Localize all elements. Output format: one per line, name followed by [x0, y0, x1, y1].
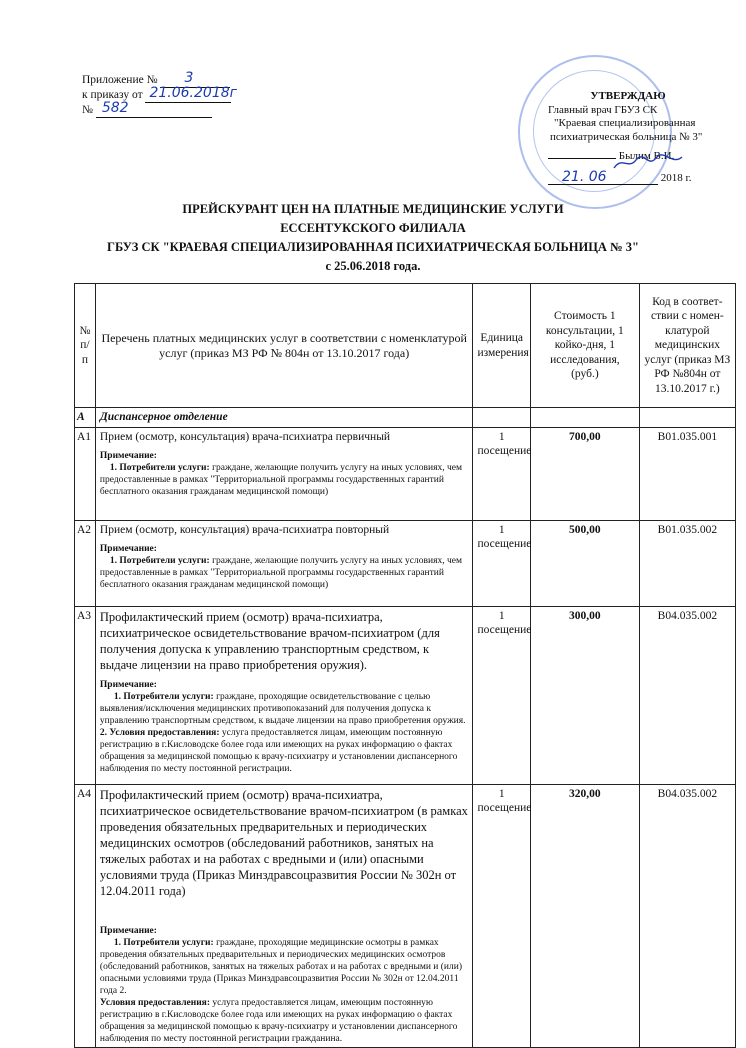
- approval-line1: Главный врач ГБУЗ СК: [548, 103, 658, 116]
- approval-date-hand: 21. 06: [562, 168, 607, 185]
- note-heading: Примечание:: [99, 451, 157, 461]
- note-consumers-label: 1. Потребители услуги:: [109, 556, 210, 566]
- table-header-row: [75, 284, 736, 408]
- section-empty-cell: [473, 408, 531, 428]
- note-consumers-text: граждане, желающие получить услугу на иных условиях, чем предоставленные в рамках "Территориальной программы государственных гарантий бесплатного оказания гражданам медицинской помощи): [99, 463, 462, 497]
- order-number: 582: [101, 100, 129, 116]
- order-number-line: [96, 100, 212, 118]
- note-conditions-label: Условия предоставления:: [99, 997, 210, 1008]
- order-date-line: [145, 85, 237, 103]
- note-consumers-label: 1. Потребители услуги:: [113, 937, 214, 948]
- table-row: [75, 520, 736, 606]
- row-unit: 1 посещение: [473, 784, 531, 1047]
- table-row: [75, 427, 736, 520]
- section-num: А: [75, 408, 96, 428]
- approval-line3: психиатрическая больница № 3": [550, 130, 703, 143]
- row-num: А3: [75, 606, 96, 784]
- section-name: Диспансерное отделение: [95, 408, 473, 428]
- header-unit: Единица измерения: [473, 284, 531, 408]
- note-consumers-text: граждане, проходящие медицинские осмотры в рамках проведения обязательных предварительных и периодических медицинских осмотров (обследований работников, занятых на тяжелых работах и на работах с вредными и (или) опасными условиями труда (Приказ Минздравсоцразвития России № 302н от 12.04.2011 года 2.: [99, 937, 462, 996]
- service-name: Прием (осмотр, консультация) врача-психиатра повторный: [99, 523, 390, 536]
- note-conditions-label: 2. Условия предоставления:: [99, 727, 220, 738]
- table-row: [75, 606, 736, 784]
- row-unit: 1 посещение: [473, 606, 531, 784]
- note-conditions-text: услуга предоставляется лицам, имеющим постоянную регистрацию в г.Кисловодске более года или имеющих на руках информацию о фактах обращения за медицинской помощью к врачу-психиатру и установлении диспансерного наблюдения по месту постоянной регистрации гражданина.: [99, 997, 458, 1044]
- price-table: [74, 283, 736, 1048]
- service-note: [100, 679, 469, 775]
- row-num: А2: [75, 520, 96, 606]
- row-unit: 1 посещение: [473, 520, 531, 606]
- section-empty-cell: [639, 408, 735, 428]
- signature-scribble-icon: [612, 154, 684, 172]
- note-consumers-label: 1. Потребители услуги:: [113, 691, 214, 702]
- row-num: А1: [75, 427, 96, 520]
- header-price: Стоимость 1 консультации, 1 койко-дня, 1 исследования, (руб.): [530, 284, 639, 408]
- order-number-label: №: [82, 104, 93, 116]
- row-price: 700,00: [530, 427, 639, 520]
- order-label: к приказу от: [82, 89, 143, 101]
- appendix-label: Приложение №: [82, 74, 158, 86]
- note-heading: Примечание:: [99, 925, 157, 936]
- approval-title: УТВЕРЖДАЮ: [590, 90, 666, 102]
- page-title: ПРЕЙСКУРАНТ ЦЕН НА ПЛАТНЫЕ МЕДИЦИНСКИЕ УСЛУГИ: [182, 202, 564, 216]
- header-num: № п/п: [75, 284, 96, 408]
- note-conditions-text: услуга предоставляется лицам, имеющим постоянную регистрацию в г.Кисловодске более года или имеющих на руках информацию о фактах обращения за медицинской помощью к врачу-психиатру и установлении диспансерного наблюдения по месту постоянной регистрации.: [99, 727, 458, 774]
- note-consumers-text: граждане, желающие получить услугу на иных условиях, чем предоставленные в рамках "Территориальной программы государственных гарантий бесплатного оказания гражданам медицинской помощи): [99, 556, 462, 590]
- row-unit: 1 посещение: [473, 427, 531, 520]
- note-heading: Примечание:: [99, 679, 157, 690]
- service-name: Прием (осмотр, консультация) врача-психиатра первичный: [99, 430, 391, 443]
- row-name-cell: [95, 427, 473, 520]
- row-code: B01.035.002: [639, 520, 735, 606]
- row-price: 300,00: [530, 606, 639, 784]
- row-price: 320,00: [530, 784, 639, 1047]
- section-row: [75, 408, 736, 428]
- appendix-block: [82, 70, 237, 118]
- row-code: B04.035.002: [639, 784, 735, 1047]
- section-empty-cell: [530, 408, 639, 428]
- approval-year: 2018 г.: [660, 171, 692, 184]
- service-note: [100, 450, 469, 498]
- page-subtitle-org: ГБУЗ СК "КРАЕВАЯ СПЕЦИАЛИЗИРОВАННАЯ ПСИХИАТРИЧЕСКАЯ БОЛЬНИЦА № 3": [107, 240, 639, 254]
- note-consumers-text: граждане, проходящие освидетельствование с целью выявления/исключения медицинских противопоказаний для получения допуска к управлению транспортным средством, к выдаче лицензии на право приобретения оружия.: [99, 691, 466, 726]
- service-name: Профилактический прием (осмотр) врача-психиатра, психиатрическое освидетельствование врачом-психиатром (для получения допуска к управлению транспортным средством, к выдаче лицензии на право приобретения оружия).: [99, 609, 440, 672]
- approval-line2: "Краевая специализированная: [554, 117, 696, 129]
- row-name-cell: [95, 606, 473, 784]
- approval-signer: Былим В.И.: [618, 150, 675, 162]
- appendix-number: 3: [184, 70, 194, 86]
- row-code: B04.035.002: [639, 606, 735, 784]
- note-heading: Примечание:: [99, 544, 157, 554]
- row-name-cell: [95, 520, 473, 606]
- service-name: Профилактический прием (осмотр) врача-психиатра, психиатрическое освидетельствование врачом-психиатром (в рамках проведения обязательных предварительных и периодических медицинских осмотров (обследований работников, занятых на тяжелых работах и на работах с вредными и (или) опасными условиями труда (Приказ Минздравсоцразвития России № 302н от 12.04.2011 года): [99, 787, 468, 898]
- service-note: [100, 543, 469, 591]
- header-name: Перечень платных медицинских услуг в соответствии с номенклатурой услуг (приказ МЗ РФ № 804н от 13.10.2017 года): [95, 284, 473, 408]
- table-row: [75, 784, 736, 1047]
- row-num: А4: [75, 784, 96, 1047]
- row-name-cell: [95, 784, 473, 1047]
- header-code: Код в соответ-ствии с номен-клатурой медицинских услуг (приказ МЗ РФ №804н от 13.10.2017 г.): [639, 284, 735, 408]
- row-code: B01.035.001: [639, 427, 735, 520]
- page-subtitle-date: с 25.06.2018 года.: [325, 259, 421, 273]
- order-date: 21.06.2018г: [149, 85, 237, 101]
- approval-date-line: [548, 168, 658, 185]
- page-subtitle-branch: ЕССЕНТУКСКОГО ФИЛИАЛА: [280, 221, 466, 235]
- service-note: [100, 925, 469, 1045]
- signature-line: [548, 158, 616, 159]
- note-consumers-label: 1. Потребители услуги:: [109, 463, 210, 473]
- row-price: 500,00: [530, 520, 639, 606]
